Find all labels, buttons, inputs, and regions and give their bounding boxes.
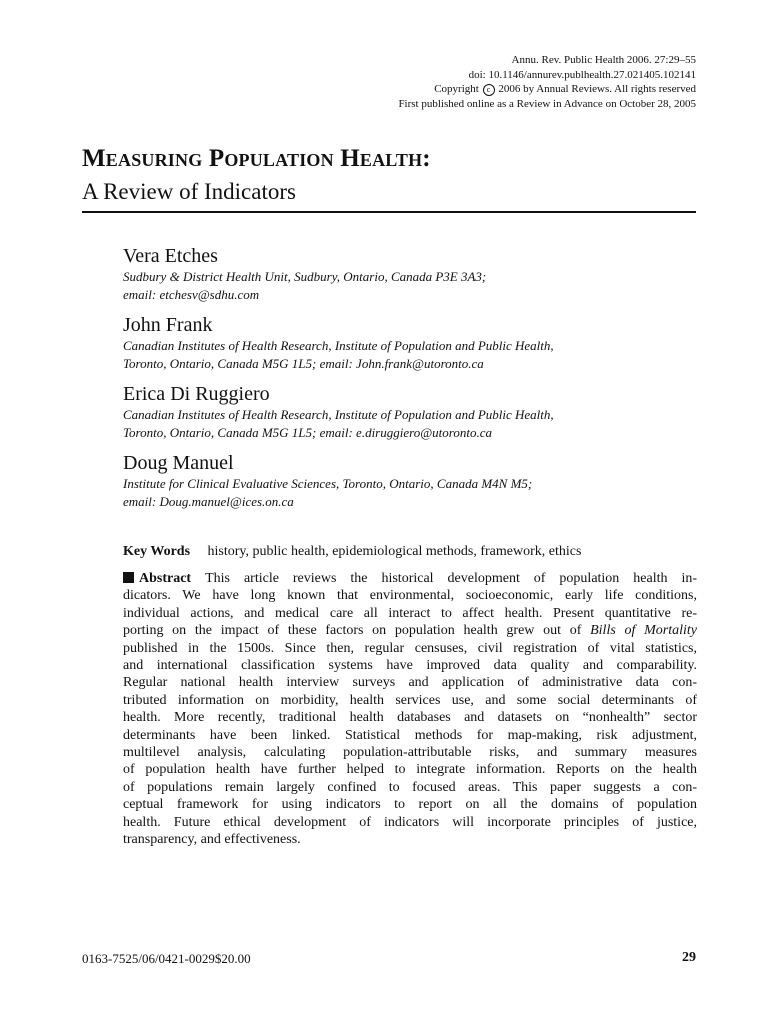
keywords-label: Key Words xyxy=(123,544,191,559)
abstract-line: individual actions, and medical care all interact to affect health. Present quantitative re- xyxy=(123,605,697,621)
abstract-line: of population health have further helped to integrate information. Reports on the health xyxy=(123,762,697,778)
author-address-email: Toronto, Ontario, Canada M5G 1L5; email: e.diruggiero@utoronto.ca xyxy=(123,424,492,440)
author-name: Vera Etches xyxy=(123,245,218,267)
abstract-line xyxy=(123,570,697,587)
author-affiliation: Canadian Institutes of Health Research, Institute of Population and Public Health, xyxy=(123,338,554,353)
abstract-line: ceptual framework for using indicators to report on all the domains of population xyxy=(123,797,697,813)
title-block xyxy=(82,143,696,213)
abstract-line: health. More recently, traditional health databases and datasets on “nonhealth” sector xyxy=(123,710,697,726)
author-email: email: etchesv@sdhu.com xyxy=(123,286,260,302)
page-number: 29 xyxy=(682,950,696,965)
abstract-line: Regular national health interview surveys and application of administrative data con- xyxy=(123,675,697,691)
copyright-prefix: Copyright xyxy=(434,83,479,95)
abstract-line: determinants have been linked. Statistical methods for map-making, risk adjustment, xyxy=(123,727,697,743)
abstract-line: dicators. We have long known that environmental, socioeconomic, early life conditions, xyxy=(123,588,697,604)
doi-line: doi: 10.1146/annurev.publhealth.27.021405.102141 xyxy=(468,68,696,81)
author-entry xyxy=(123,244,683,303)
keywords-section xyxy=(123,543,697,561)
abstract-line: transparency, and effectiveness. xyxy=(123,832,301,848)
abstract-text: This article reviews the historical development of population health in- xyxy=(205,571,697,586)
author-name: Doug Manuel xyxy=(123,452,234,474)
article-header-meta xyxy=(398,53,696,111)
title-divider xyxy=(82,211,696,213)
abstract-section xyxy=(123,570,697,849)
author-email: email: Doug.manuel@ices.on.ca xyxy=(123,493,294,509)
abstract-line: published in the 1500s. Since then, regular censuses, civil registration of vital statistics, xyxy=(123,640,697,656)
author-list xyxy=(123,244,683,520)
keywords-text: history, public health, epidemiological methods, framework, ethics xyxy=(207,544,582,559)
author-name: John Frank xyxy=(123,314,213,336)
square-bullet-icon xyxy=(123,572,134,583)
copyright-suffix: 2006 by Annual Reviews. All rights reserved xyxy=(498,83,696,95)
abstract-line: tributed information on morbidity, health services use, and some social determinants of xyxy=(123,692,697,708)
article-title: Measuring Population Health: xyxy=(82,145,431,172)
author-address-email: Toronto, Ontario, Canada M5G 1L5; email: John.frank@utoronto.ca xyxy=(123,355,484,371)
journal-citation: Annu. Rev. Public Health 2006. 27:29–55 xyxy=(511,54,696,66)
author-affiliation: Canadian Institutes of Health Research, Institute of Population and Public Health, xyxy=(123,407,554,422)
author-entry xyxy=(123,382,683,441)
abstract-text: porting on the impact of these factors on population health grew out of xyxy=(123,623,582,639)
abstract-label: Abstract xyxy=(139,571,192,586)
abstract-line: and international classification systems have improved data quality and comparability. xyxy=(123,658,697,674)
abstract-line: of populations remain largely confined to focused areas. This paper suggests a con- xyxy=(123,779,697,795)
author-entry xyxy=(123,313,683,372)
author-affiliation: Sudbury & District Health Unit, Sudbury, Ontario, Canada P3E 3A3; xyxy=(123,269,487,284)
author-name: Erica Di Ruggiero xyxy=(123,383,270,405)
copyright-line xyxy=(398,82,696,97)
footer-issn: 0163-7525/06/0421-0029$20.00 xyxy=(82,951,251,966)
author-affiliation: Institute for Clinical Evaluative Sciences, Toronto, Ontario, Canada M4N M5; xyxy=(123,476,533,491)
author-entry xyxy=(123,451,683,510)
published-online-line: First published online as a Review in Advance on October 28, 2005 xyxy=(398,97,696,110)
abstract-line: health. Future ethical development of indicators will incorporate principles of justice, xyxy=(123,814,697,830)
copyright-symbol-icon: c xyxy=(483,84,495,96)
abstract-line xyxy=(123,622,697,639)
abstract-line: multilevel analysis, calculating population-attributable risks, and summary measures xyxy=(123,745,697,761)
article-subtitle: A Review of Indicators xyxy=(82,179,296,204)
italic-title: Bills of Mortality xyxy=(590,623,697,639)
